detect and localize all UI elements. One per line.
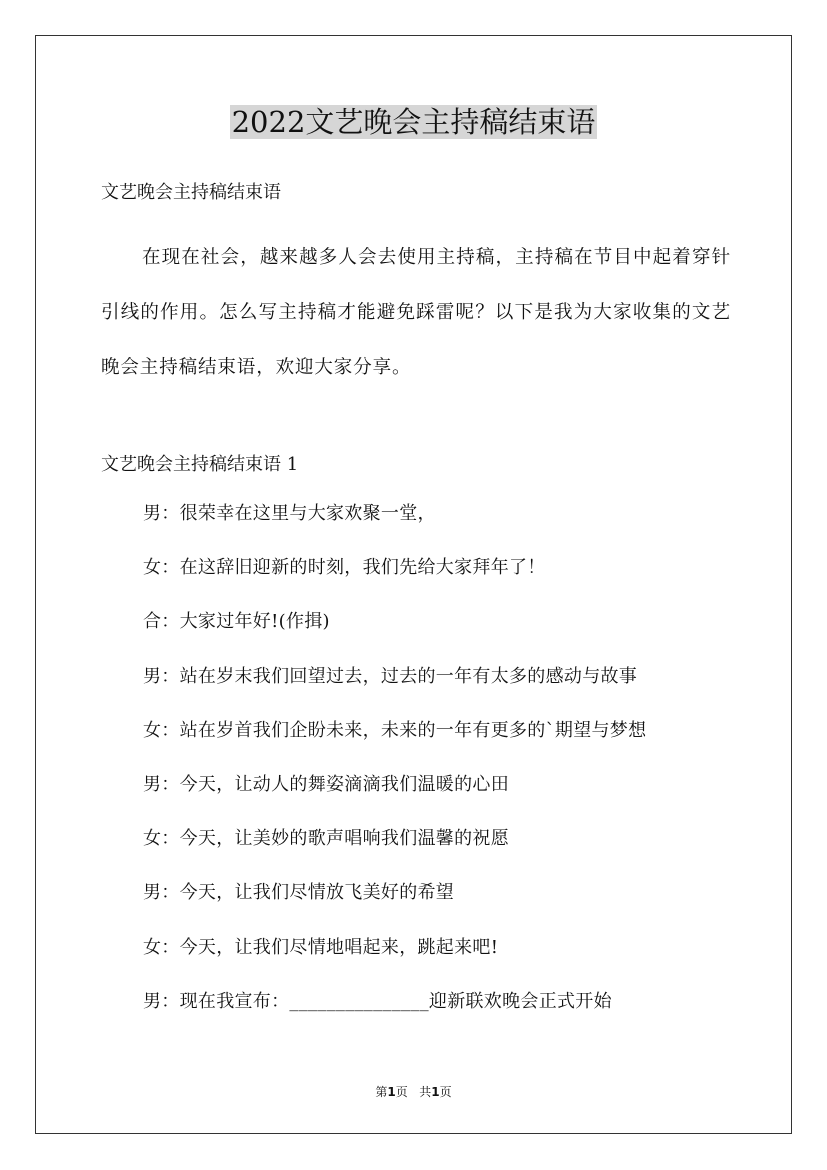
page-footer [0,1083,827,1101]
section-heading: 文艺晚会主持稿结束语 1 [101,454,299,475]
dialogue-list [143,499,646,1041]
footer-page-number: 1 [387,1085,396,1099]
dialogue-line: 合：大家过年好!(作揖) [143,611,330,633]
footer-total-prefix: 共 [419,1085,432,1099]
document-title: 2022文艺晚会主持稿结束语 [231,105,596,139]
footer-total-suffix: 页 [439,1085,452,1099]
document-subtitle: 文艺晚会主持稿结束语 [101,182,281,203]
dialogue-line: 男：今天，让动人的舞姿滴滴我们温暖的心田 [143,773,509,795]
dialogue-line: 女：今天，让我们尽情地唱起来，跳起来吧! [143,936,499,958]
dialogue-line: 男：今天，让我们尽情放飞美好的希望 [143,882,455,904]
footer-total-pages: 1 [431,1085,440,1099]
intro-paragraph: 在现在社会，越来越多人会去使用主持稿，主持稿在节目中起着穿针引线的作用。怎么写主持稿才能避免踩雷呢？以下是我为大家收集的文艺晚会主持稿结束语，欢迎大家分享。 [101,247,731,378]
dialogue-line: 男：站在岁末我们回望过去，过去的一年有太多的感动与故事 [143,665,638,687]
dialogue-line: 男：现在我宣布：_______________迎新联欢晚会正式开始 [143,990,612,1012]
document-title-container [0,100,827,144]
dialogue-line: 女：站在岁首我们企盼未来，未来的一年有更多的`期望与梦想 [143,719,647,741]
dialogue-line: 女：今天，让美妙的歌声唱响我们温馨的祝愿 [143,828,509,850]
dialogue-line: 女：在这辞旧迎新的时刻，我们先给大家拜年了！ [143,557,546,579]
footer-page-prefix: 第 [375,1085,388,1099]
dialogue-line: 男：很荣幸在这里与大家欢聚一堂， [143,503,436,524]
footer-page-suffix: 页 [395,1085,408,1099]
